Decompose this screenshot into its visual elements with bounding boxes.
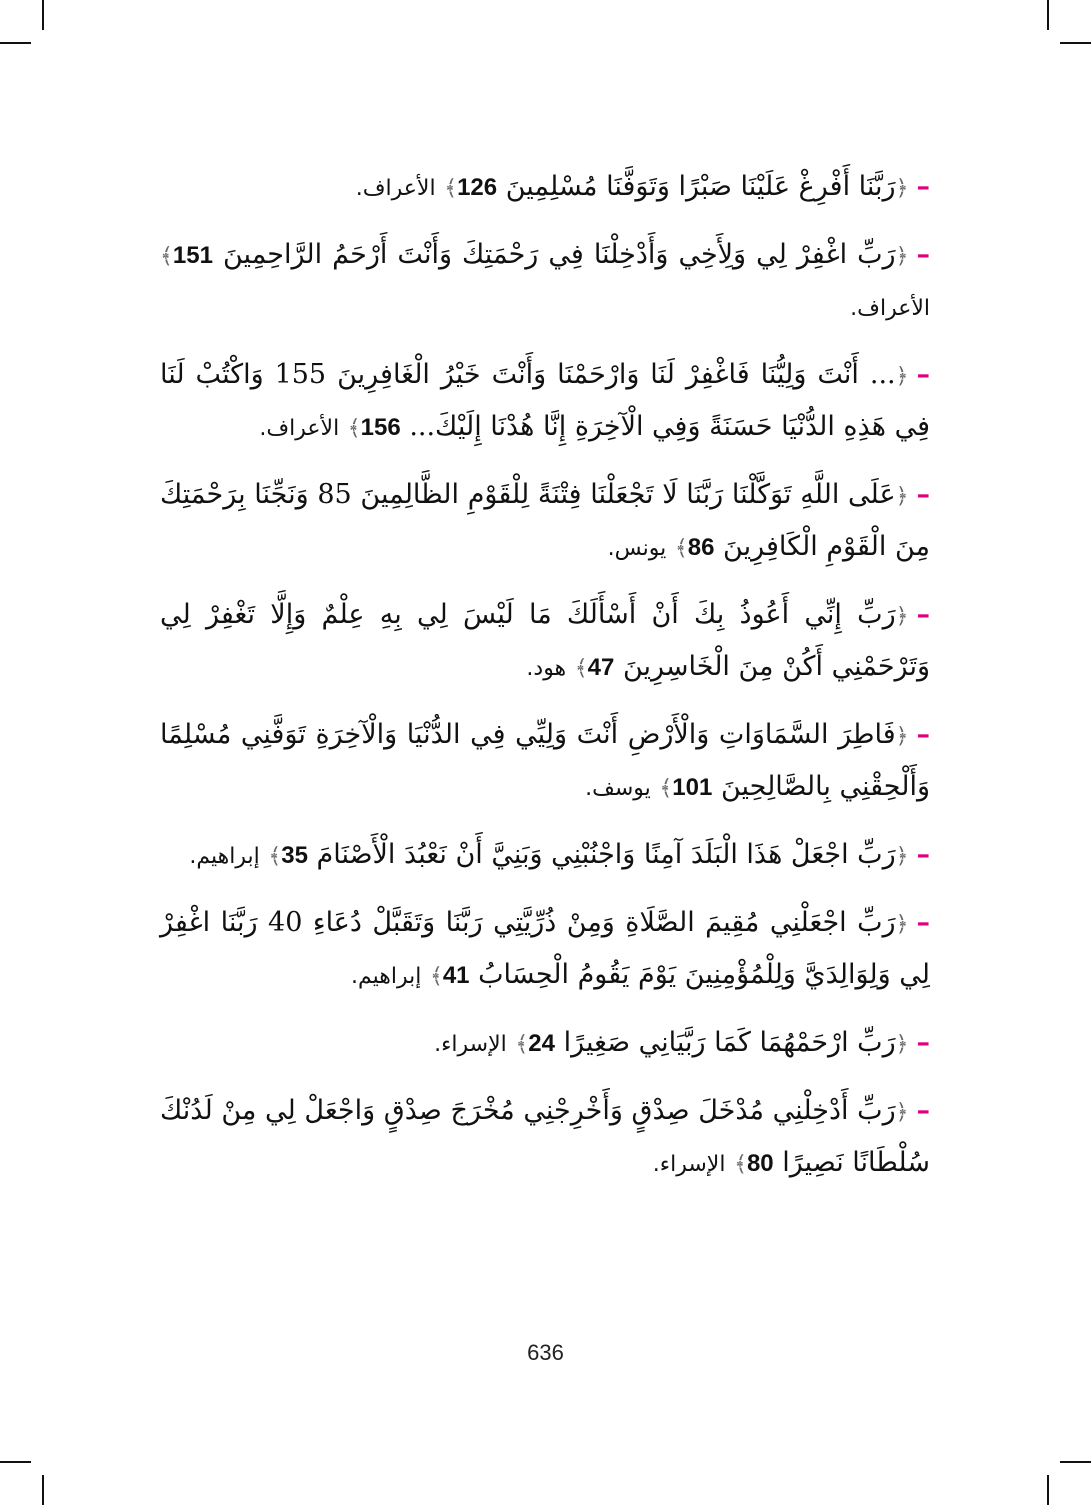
ornate-bracket-open-icon: ﴿ — [895, 604, 909, 629]
crop-mark-bottom-right-v — [1047, 1475, 1049, 1505]
surah-name: الأعراف. — [259, 416, 340, 441]
dua-text: رَبِّ ارْحَمْهُمَا كَمَا رَبَّيَانِي صَغِيرًا — [563, 1027, 896, 1058]
crop-mark-bottom-left-v — [42, 1475, 44, 1505]
bullet-dash: – — [916, 907, 930, 938]
ornate-bracket-open-icon: ﴿ — [895, 1100, 909, 1125]
bullet-dash: – — [916, 239, 930, 270]
ornate-bracket-open-icon: ﴿ — [895, 484, 909, 509]
ornate-bracket-close-icon: ﴾ — [429, 964, 443, 989]
ayah-number: 151 — [172, 242, 213, 269]
ornate-bracket-close-icon: ﴾ — [160, 244, 173, 269]
bullet-dash: – — [916, 839, 930, 870]
crop-mark-top-left-v — [42, 0, 44, 30]
ornate-bracket-close-icon: ﴾ — [347, 416, 361, 441]
dua-text: ... أَنْتَ وَلِيُّنَا فَاغْفِرْ لَنَا وَارْحَمْنَا وَأَنْتَ خَيْرُ الْغَافِرِينَ 155 وَاكْتُبْ لَنَا فِي هَذِهِ الدُّنْيَا حَسَنَةً وَفِي الْآخِرَةِ إِنَّا هُدْنَا إِلَيْكَ... — [160, 359, 930, 442]
ayah-number: 35 — [281, 842, 308, 869]
ornate-bracket-close-icon: ﴾ — [659, 776, 673, 801]
ornate-bracket-open-icon: ﴿ — [895, 844, 909, 869]
dua-text: رَبِّ اغْفِرْ لِي وَلِأَخِي وَأَدْخِلْنَا فِي رَحْمَتِكَ وَأَنْتَ أَرْحَمُ الرَّاحِمِينَ — [223, 239, 896, 270]
dua-text: فَاطِرَ السَّمَاوَاتِ وَالْأَرْضِ أَنْتَ وَلِيِّي فِي الدُّنْيَا وَالْآخِرَةِ تَوَفَّنِي مُسْلِمًا وَأَلْحِقْنِي بِالصَّالِحِينَ — [160, 719, 930, 802]
surah-name: الأعراف. — [355, 176, 436, 201]
dua-item — [160, 1018, 930, 1070]
ayah-number: 101 — [672, 774, 713, 801]
ayah-number: 47 — [587, 654, 615, 681]
ayah-number: 41 — [442, 962, 470, 989]
dua-item — [160, 350, 930, 454]
dua-text: رَبَّنَا أَفْرِغْ عَلَيْنَا صَبْرًا وَتَوَفَّنَا مُسْلِمِينَ — [505, 171, 896, 202]
bullet-dash: – — [916, 479, 930, 510]
dua-item — [160, 162, 930, 214]
surah-name: يونس. — [607, 536, 667, 561]
bullet-dash: – — [916, 1027, 930, 1058]
bullet-dash: – — [916, 719, 930, 750]
ayah-number: 156 — [360, 414, 401, 441]
surah-name: إبراهيم. — [189, 844, 260, 869]
surah-name: إبراهيم. — [350, 964, 422, 989]
ornate-bracket-close-icon: ﴾ — [574, 656, 588, 681]
ornate-bracket-close-icon: ﴾ — [515, 1032, 529, 1057]
ornate-bracket-open-icon: ﴿ — [895, 912, 909, 937]
surah-name: يوسف. — [585, 776, 651, 801]
dua-text: رَبِّ اجْعَلْنِي مُقِيمَ الصَّلَاةِ وَمِنْ ذُرِّيَّتِي رَبَّنَا وَتَقَبَّلْ دُعَاءِ 40 رَبَّنَا اغْفِرْ لِي وَلِوَالِدَيَّ وَلِلْمُؤْمِنِينَ يَوْمَ يَقُومُ الْحِسَابُ — [160, 907, 930, 990]
ayah-number: 80 — [746, 1150, 774, 1177]
bullet-dash: – — [916, 171, 930, 202]
ornate-bracket-open-icon: ﴿ — [895, 1032, 909, 1057]
dua-text: رَبِّ إِنِّي أَعُوذُ بِكَ أَنْ أَسْأَلَكَ مَا لَيْسَ لِي بِهِ عِلْمٌ وَإِلَّا تَغْفِرْ لِي وَتَرْحَمْنِي أَكُنْ مِنَ الْخَاسِرِينَ — [160, 599, 930, 682]
dua-list — [160, 162, 930, 1206]
dua-text: عَلَى اللَّهِ تَوَكَّلْنَا رَبَّنَا لَا تَجْعَلْنَا فِتْنَةً لِلْقَوْمِ الظَّالِمِينَ 85 وَنَجِّنَا بِرَحْمَتِكَ مِنَ الْقَوْمِ الْكَافِرِينَ — [160, 479, 930, 562]
dua-item — [160, 590, 930, 694]
ayah-number: 126 — [457, 174, 498, 201]
surah-name: الأعراف. — [850, 296, 930, 321]
ornate-bracket-open-icon: ﴿ — [895, 364, 909, 389]
ayah-number: 86 — [687, 534, 715, 561]
page-number: 636 — [527, 1340, 564, 1365]
ornate-bracket-close-icon: ﴾ — [268, 844, 282, 869]
surah-name: الإسراء. — [652, 1152, 726, 1177]
dua-item — [160, 898, 930, 1002]
dua-item — [160, 230, 930, 334]
surah-name: هود. — [526, 656, 567, 681]
ornate-bracket-close-icon: ﴾ — [734, 1152, 747, 1177]
bullet-dash: – — [916, 599, 930, 630]
crop-mark-bottom-left-h — [0, 1461, 31, 1463]
ornate-bracket-open-icon: ﴿ — [895, 244, 909, 269]
ayah-number: 24 — [528, 1030, 555, 1057]
dua-text: رَبِّ اجْعَلْ هَذَا الْبَلَدَ آمِنًا وَاجْنُبْنِي وَبَنِيَّ أَنْ نَعْبُدَ الْأَصْنَامَ — [316, 839, 896, 870]
dua-item — [160, 470, 930, 574]
surah-name: الإسراء. — [434, 1032, 507, 1057]
bullet-dash: – — [916, 359, 930, 390]
dua-text: رَبِّ أَدْخِلْنِي مُدْخَلَ صِدْقٍ وَأَخْرِجْنِي مُخْرَجَ صِدْقٍ وَاجْعَلْ لِي مِنْ لَدُنْكَ سُلْطَانًا نَصِيرًا — [160, 1095, 930, 1178]
dua-item — [160, 710, 930, 814]
crop-mark-bottom-right-h — [1060, 1461, 1091, 1463]
dua-item — [160, 830, 930, 882]
ornate-bracket-close-icon: ﴾ — [444, 176, 458, 201]
dua-item — [160, 1086, 930, 1190]
crop-mark-top-left-h — [0, 42, 31, 44]
crop-mark-top-right-h — [1060, 42, 1091, 44]
crop-mark-top-right-v — [1047, 0, 1049, 30]
ornate-bracket-open-icon: ﴿ — [895, 176, 909, 201]
bullet-dash: – — [916, 1095, 930, 1126]
ornate-bracket-close-icon: ﴾ — [674, 536, 688, 561]
ornate-bracket-open-icon: ﴿ — [895, 724, 909, 749]
